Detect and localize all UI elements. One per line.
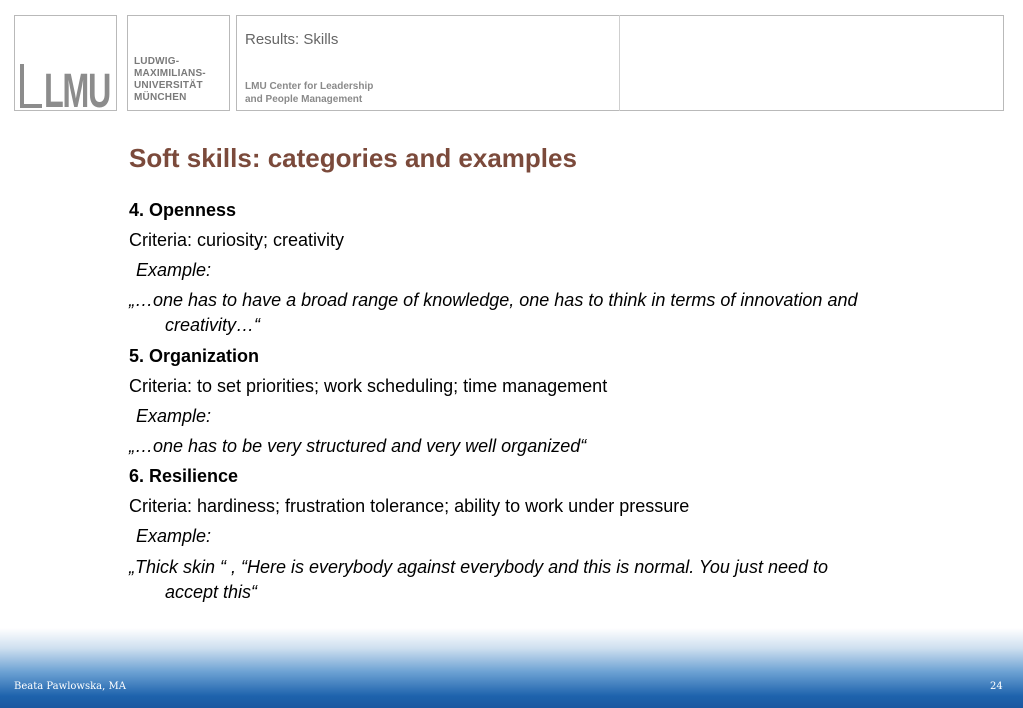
item-criteria-organization: Criteria: to set priorities; work scheduling; time management <box>129 376 608 396</box>
university-name-line-2: MAXIMILIANS- <box>134 68 206 79</box>
item-heading-openness: 4. Openness <box>129 200 237 220</box>
lmu-logo-text: LMU <box>44 65 110 118</box>
footer-band <box>0 628 1023 708</box>
university-name-line-3: UNIVERSITÄT <box>134 80 203 91</box>
slide-title: Soft skills: categories and examples <box>129 143 577 173</box>
item-criteria-openness: Criteria: curiosity; creativity <box>129 230 345 250</box>
item-quote-openness-line-2: creativity…“ <box>165 315 261 335</box>
item-quote-openness-line-1: „…one has to have a broad range of knowledge, one has to think in terms of innovation and <box>129 290 858 310</box>
item-criteria-resilience: Criteria: hardiness; frustration tolerance; ability to work under pressure <box>129 496 690 516</box>
item-example-label-organization: Example: <box>136 406 212 426</box>
center-name-line-2: and People Management <box>245 94 363 105</box>
item-quote-resilience-line-1: „Thick skin “ , “Here is everybody against everybody and this is normal. You just need to <box>129 557 829 577</box>
item-heading-organization: 5. Organization <box>129 346 260 366</box>
footer-author: Beata Pawlowska, MA <box>14 681 126 692</box>
item-heading-resilience: 6. Resilience <box>129 466 239 486</box>
item-quote-resilience-line-2: accept this“ <box>165 582 258 602</box>
section-title: Results: Skills <box>245 31 339 48</box>
item-example-label-resilience: Example: <box>136 526 212 546</box>
university-name-line-4: MÜNCHEN <box>134 92 187 103</box>
header-divider <box>619 15 620 111</box>
lmu-logo <box>20 64 112 118</box>
item-quote-organization-line-1: „…one has to be very structured and very well organized“ <box>129 436 587 456</box>
center-name-line-1: LMU Center for Leadership <box>245 81 374 92</box>
item-example-label-openness: Example: <box>136 260 212 280</box>
page-number: 24 <box>990 681 1003 692</box>
university-name-line-1: LUDWIG- <box>134 56 180 67</box>
